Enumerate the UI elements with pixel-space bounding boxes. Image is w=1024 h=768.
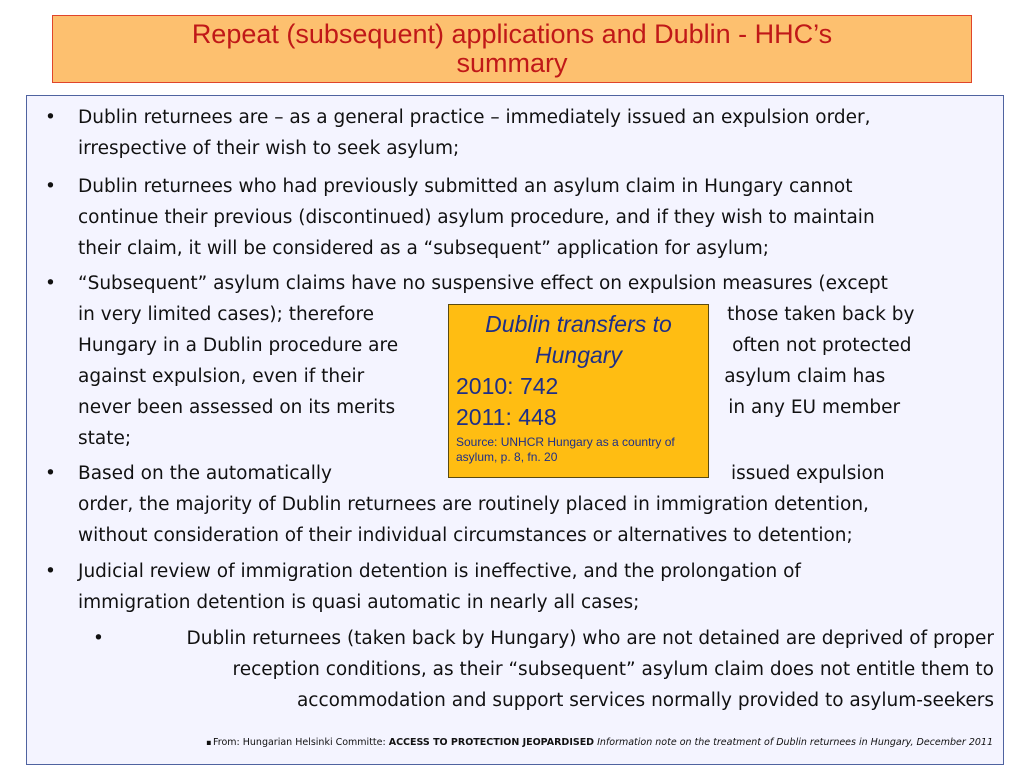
bullet-text: irrespective of their wish to seek asylum; (78, 138, 460, 159)
slide-title-line-2: summary (456, 48, 568, 78)
bullet-text: immigration detention is quasi automatic in nearly all cases; (78, 592, 640, 613)
bullet-reception-conditions (93, 623, 994, 716)
bullet-text: state; (78, 428, 132, 449)
dublin-transfers-callout (448, 304, 709, 478)
bullet-text-left: Hungary in a Dublin procedure are (78, 335, 399, 356)
bullet-text: without consideration of their individual circumstances or alternatives to detention; (78, 525, 853, 546)
callout-title: Dublin transfers to Hungary (485, 311, 672, 368)
callout-stat-2010: 2010: 742 (456, 373, 559, 399)
source-footnote (205, 726, 993, 751)
bullet-text: continue their previous (discontinued) asylum procedure, and if they wish to maintain (78, 207, 875, 228)
bullet-text: • “Subsequent” asylum claims have no suspensive effect on expulsion measures (except (78, 273, 888, 294)
bullet-expulsion-order (78, 102, 978, 164)
bullet-text: order, the majority of Dublin returnees are routinely placed in immigration detention, (78, 494, 869, 515)
callout-source: Source: UNHCR Hungary as a country of asylum, p. 8, fn. 20 (456, 435, 675, 464)
bullet-text-left: Based on the automatically (78, 463, 332, 484)
footnote-report-title: ACCESS TO PROTECTION JEOPARDISED (388, 737, 595, 748)
bullet-discontinued-procedure (78, 171, 978, 264)
bullet-text-left: against expulsion, even if their (78, 366, 365, 387)
slide-title-line-1: Repeat (subsequent) applications and Dublin - HHC’s (191, 19, 833, 49)
bullet-text: accommodation and support services normally provided to asylum-seekers (296, 690, 994, 711)
bullet-text: • Dublin returnees who had previously submitted an asylum claim in Hungary cannot (78, 176, 853, 197)
footnote-prefix: From: Hungarian Helsinki Committe: (213, 737, 389, 748)
bullet-text-right: issued expulsion (730, 463, 885, 484)
footnote-report-subtitle: Information note on the treatment of Dublin returnees in Hungary, December 2011 (594, 737, 993, 748)
bullet-text: reception conditions, as their “subsequent” asylum claim does not entitle them to (232, 659, 994, 680)
bullet-text-left: never been assessed on its merits (78, 397, 396, 418)
bullet-text-right: in any EU member (728, 397, 901, 418)
bullet-text-right: often not protected (732, 335, 912, 356)
bullet-judicial-review (78, 556, 978, 618)
bullet-text: • Dublin returnees are – as a general practice – immediately issued an expulsion order, (78, 107, 871, 128)
bullet-text: • Dublin returnees (taken back by Hungary) who are not detained are deprived of proper (186, 628, 994, 649)
footnote-dot: . (204, 726, 213, 751)
bullet-text-left: in very limited cases); therefore (78, 304, 375, 325)
slide-title (52, 15, 972, 83)
bullet-text: their claim, it will be considered as a “subsequent” application for asylum; (78, 238, 769, 259)
bullet-text: • Judicial review of immigration detention is ineffective, and the prolongation of (78, 561, 801, 582)
callout-stat-2011: 2011: 448 (456, 404, 557, 430)
content-panel (26, 95, 1004, 765)
bullet-text-right: asylum claim has (724, 366, 886, 387)
bullet-text-right: those taken back by (727, 304, 915, 325)
